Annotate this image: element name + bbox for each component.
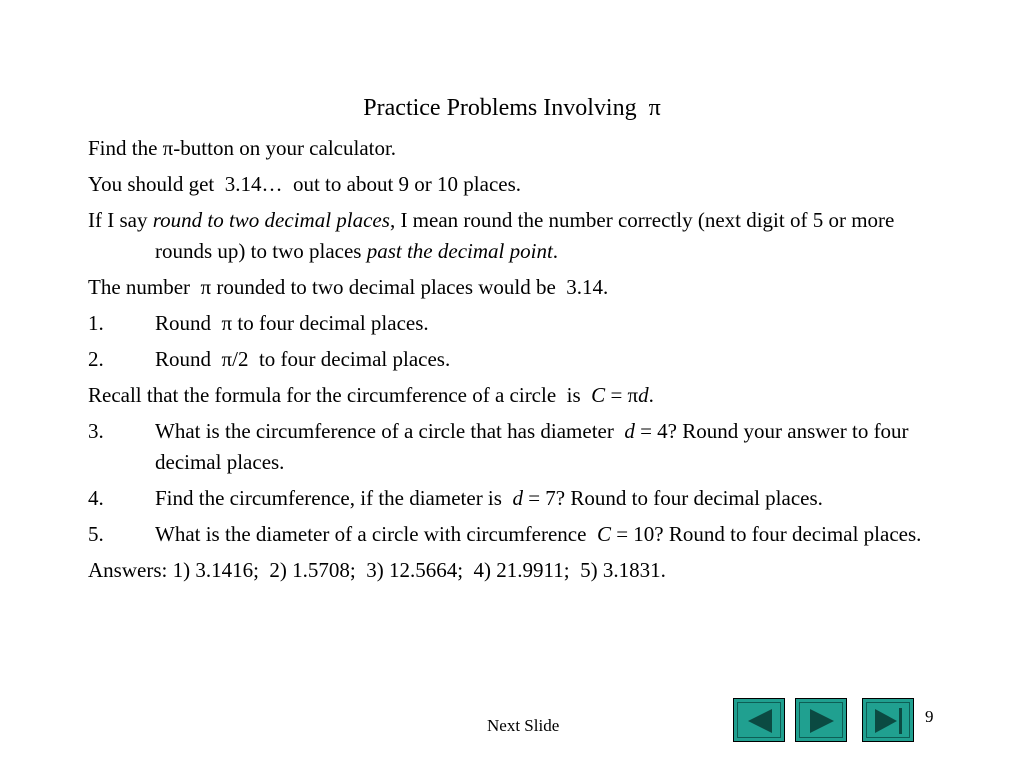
title-text: Practice Problems Involving xyxy=(363,95,637,121)
line-pi-rounded: The number π rounded to two decimal places would be 3.14. xyxy=(88,275,609,299)
line-rounding-definition: If I say round to two decimal places, I mean round the number correctly (next digit of 5 or more rounds up) to two places past the decimal point. xyxy=(88,208,895,263)
next-slide-link[interactable]: Next Slide xyxy=(487,716,560,735)
line-expected-value: You should get 3.14… out to about 9 or 10 places. xyxy=(88,172,522,196)
slide-title xyxy=(0,93,1024,123)
answers-line: Answers: 1) 3.1416; 2) 1.5708; 3) 12.5664; 4) 21.9911; 5) 3.1831. xyxy=(88,558,666,582)
line-calculator-button: Find the π-button on your calculator. xyxy=(88,136,397,160)
problem-3: 3. What is the circumference of a circle that has diameter d = 4? Round your answer to four decimal places. xyxy=(88,419,909,474)
previous-slide-button[interactable] xyxy=(733,698,785,742)
problem-4: 4. Find the circumference, if the diameter is d = 7? Round to four decimal places. xyxy=(88,486,823,510)
last-slide-button[interactable] xyxy=(862,698,914,742)
page-number: 9 xyxy=(925,707,934,726)
slide-content xyxy=(88,133,938,591)
line-circumference-formula: Recall that the formula for the circumference of a circle is C = πd. xyxy=(88,383,654,407)
problem-5: 5. What is the diameter of a circle with circumference C = 10? Round to four decimal places. xyxy=(88,522,922,546)
problem-2: 2. Round π/2 to four decimal places. xyxy=(88,347,451,371)
next-slide-button[interactable] xyxy=(795,698,847,742)
title-pi-symbol: π xyxy=(648,95,661,121)
previous-icon xyxy=(734,699,786,743)
next-icon xyxy=(796,699,848,743)
last-icon xyxy=(863,699,915,743)
problem-1: 1. Round π to four decimal places. xyxy=(88,311,429,335)
